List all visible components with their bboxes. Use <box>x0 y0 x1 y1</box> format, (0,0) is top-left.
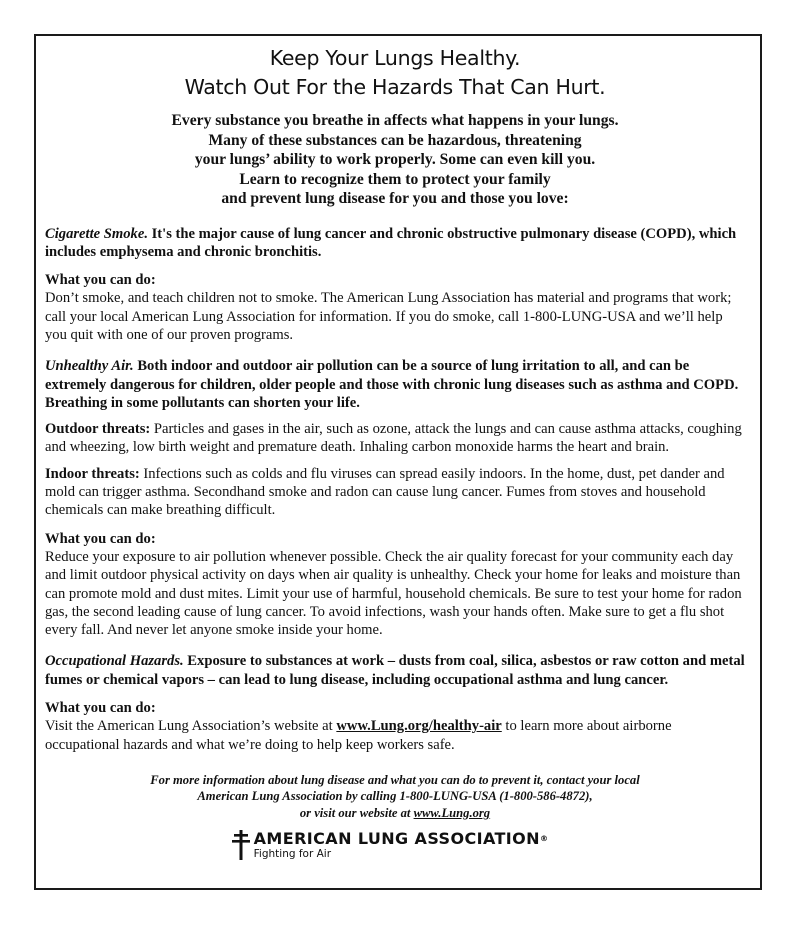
footer-note <box>45 772 745 822</box>
footer-line-1: For more information about lung disease and what you can do to prevent it, contact your local <box>150 772 640 787</box>
indoor-threats-label: Indoor threats: <box>45 465 140 482</box>
flyer-content <box>45 44 745 861</box>
air-heading: Unhealthy Air. <box>45 358 134 375</box>
air-action-text: Reduce your exposure to air pollution whenever possible. Check the air quality forecast for your community each day and limit outdoor physical activity on days when air quality is unhealthy. Check your home for leaks and moisture than can promote mold and dust mites. Limit your use of harmful, household chemicals. Be sure to test your home for radon gas, the second leading cause of lung cancer. To avoid infections, wash your hands often. Make sure to get a flu shot every fall. And never let anyone smoke inside your home. <box>45 548 742 639</box>
logo-registered-mark: ® <box>539 834 549 844</box>
footer-line-2: American Lung Association by calling 1-800-LUNG-USA (1-800-586-4872), <box>197 789 593 804</box>
occupational-action-before: Visit the American Lung Association’s website at <box>45 718 337 735</box>
footer-line-3: or visit our website at <box>299 805 414 820</box>
outdoor-threats-text: Particles and gases in the air, such as ozone, attack the lungs and can cause asthma attacks, coughing and wheezing, low birth weight and premature death. Inhaling carbon monoxide harms the heart and brain. <box>45 421 742 456</box>
logo-name <box>254 830 549 848</box>
occupational-lead <box>45 652 745 689</box>
logo-tagline: Fighting for Air <box>253 848 332 861</box>
indoor-threats-text: Infections such as colds and flu viruses can spread easily indoors. In the home, dust, pet dander and mold can trigger asthma. Secondhand smoke and radon can cause lung cancer. Fumes from stoves and household chemicals can make breathing difficult. <box>45 465 725 519</box>
air-action-heading: What you can do: <box>45 530 156 547</box>
intro-line: your lungs’ ability to work properly. Some can even kill you. <box>194 151 596 168</box>
intro-line: and prevent lung disease for you and those you love: <box>221 190 569 207</box>
smoke-action-text: Don’t smoke, and teach children not to smoke. The American Lung Association has material and programs that work; call your local American Lung Association for information. If you do smoke, call 1-800-LUNG-USA and we’ll help you quit with one of our proven programs. <box>45 290 732 343</box>
outdoor-threats <box>45 420 745 457</box>
double-cross-icon <box>232 829 250 861</box>
smoke-lead-text: It's the major cause of lung cancer and chronic obstructive pulmonary disease (COPD), which includes emphysema and chronic bronchitis. <box>45 225 737 260</box>
occupational-lead-text: Exposure to substances at work – dusts from coal, silica, asbestos or raw cotton and metal fumes or chemical vapors – can lead to lung disease, including occupational asthma and lung cancer. <box>45 653 745 688</box>
indoor-threats <box>45 465 745 520</box>
logo-text <box>254 830 549 860</box>
intro-text <box>45 111 745 209</box>
association-logo <box>35 829 745 861</box>
intro-line: Many of these substances can be hazardous, threatening <box>208 131 582 149</box>
section-cigarette-smoke <box>45 225 745 345</box>
smoke-lead <box>45 225 745 262</box>
air-lead-text: Both indoor and outdoor air pollution can be a source of lung irritation to all, and can be extremely dangerous for children, older people and those with chronic lung diseases such as asthma and COPD. Breathing in some pollutants can shorten your life. <box>45 358 739 411</box>
outdoor-threats-label: Outdoor threats: <box>45 421 151 438</box>
occupational-action-heading: What you can do: <box>45 700 156 717</box>
page-title <box>45 44 745 102</box>
occupational-heading: Occupational Hazards. <box>45 653 184 670</box>
section-occupational-hazards <box>45 652 745 753</box>
intro-line: Every substance you breathe in affects what happens in your lungs. <box>171 112 619 129</box>
occupational-action-after: to learn more about airborne occupational hazards and what we’re doing to help keep workers safe. <box>45 718 672 753</box>
intro-line: Learn to recognize them to protect your family <box>239 170 551 188</box>
occupational-action-text <box>45 717 745 754</box>
title-line-2: Watch Out For the Hazards That Can Hurt. <box>184 75 606 99</box>
title-line-1: Keep Your Lungs Healthy. <box>269 46 521 70</box>
section-unhealthy-air <box>45 357 745 639</box>
smoke-heading: Cigarette Smoke. <box>45 225 148 242</box>
logo-name-text: AMERICAN LUNG ASSOCIATION <box>253 829 540 849</box>
smoke-action-heading: What you can do: <box>45 272 156 289</box>
air-lead <box>45 357 745 412</box>
healthy-air-link[interactable]: www.Lung.org/healthy-air <box>336 718 502 735</box>
lung-org-link[interactable]: www.Lung.org <box>413 805 491 820</box>
